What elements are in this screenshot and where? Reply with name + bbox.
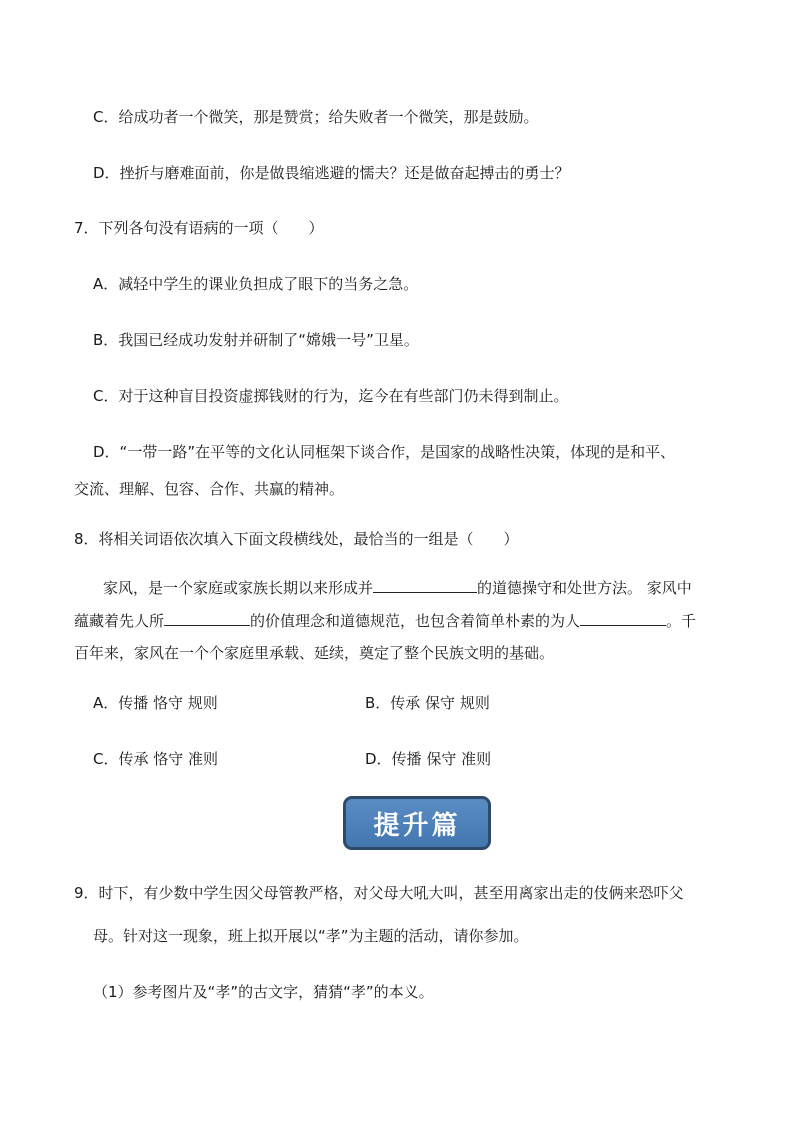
q6-option-d: D．挫折与磨难面前，你是做畏缩逃避的懦夫？还是做奋起搏击的勇士？	[93, 164, 570, 182]
q8-passage-line2	[74, 611, 696, 631]
fill-blank-2	[164, 611, 250, 626]
q9-sub-question-1: （1）参考图片及“孝”的古文字，猜猜“孝”的本义。	[93, 983, 434, 1001]
q9-stem-line1: 9．时下，有少数中学生因父母管教严格，对父母大吼大叫，甚至用离家出走的伎俩来恐吓父	[74, 884, 684, 902]
q7-option-d-line1: D．“一带一路”在平等的文化认同框架下谈合作，是国家的战略性决策，体现的是和平、	[93, 443, 676, 461]
q7-option-a: A．减轻中学生的课业负担成了眼下的当务之急。	[93, 275, 419, 293]
q8-passage-line1	[103, 578, 692, 598]
q8-passage-line3: 百年来，家风在一个个家庭里承载、延续，奠定了整个民族文明的基础。	[74, 644, 555, 662]
q8-option-a: A．传播 恪守 规则	[93, 694, 218, 712]
q8-option-b: B．传承 保守 规则	[365, 694, 490, 712]
section-badge: 提升篇	[343, 796, 491, 850]
passage-text: 的道德操守和处世方法。 家风中	[477, 579, 692, 597]
q7-option-c: C．对于这种盲目投资虚掷钱财的行为，迄今在有些部门仍未得到制止。	[93, 387, 569, 405]
passage-text: 。千	[666, 612, 697, 630]
passage-text: 蕴藏着先人所	[74, 612, 165, 630]
q8-stem: 8．将相关词语依次填入下面文段横线处，最恰当的一组是（ ）	[74, 530, 519, 548]
fill-blank-1	[373, 578, 477, 593]
q9-stem-line2: 母。针对这一现象，班上拟开展以“孝”为主题的活动，请你参加。	[93, 927, 529, 945]
passage-text: 家风，是一个家庭或家族长期以来形成并	[103, 579, 374, 597]
q7-option-d-line2: 交流、理解、包容、合作、共赢的精神。	[74, 480, 345, 498]
q8-option-d: D．传播 保守 准则	[365, 750, 492, 768]
q7-option-b: B．我国已经成功发射并研制了“嫦娥一号”卫星。	[93, 331, 419, 349]
passage-text: 的价值理念和道德规范，也包含着简单朴素的为人	[250, 612, 581, 630]
fill-blank-3	[580, 611, 666, 626]
q6-option-c: C．给成功者一个微笑，那是赞赏；给失败者一个微笑，那是鼓励。	[93, 108, 539, 126]
q8-option-c: C．传承 恪守 准则	[93, 750, 219, 768]
q7-stem: 7．下列各句没有语病的一项（ ）	[74, 219, 324, 237]
